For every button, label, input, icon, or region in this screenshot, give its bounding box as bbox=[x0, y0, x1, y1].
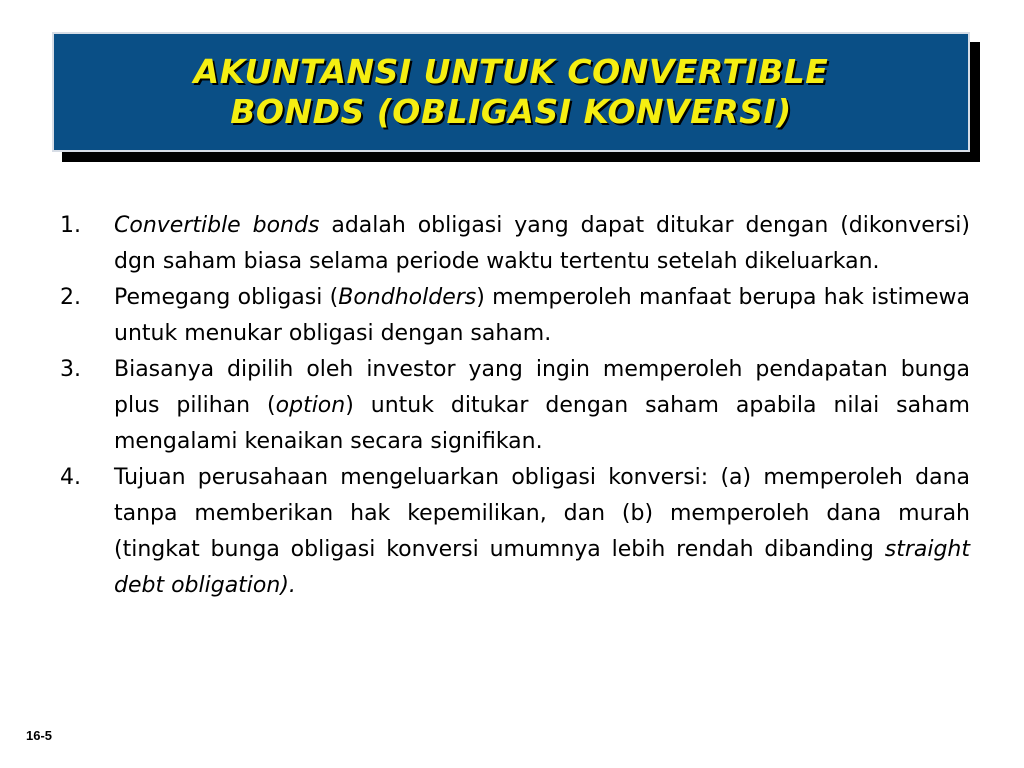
item-text bbox=[114, 352, 970, 460]
item-text bbox=[114, 460, 970, 604]
item-number: 2. bbox=[60, 285, 81, 310]
page-number: 16-5 bbox=[26, 728, 53, 743]
text-segment: straight debt obligation). bbox=[114, 537, 970, 598]
numbered-list bbox=[60, 208, 970, 604]
title-line-2: BONDS (OBLIGASI KONVERSI) bbox=[230, 92, 792, 131]
text-segment: Tujuan perusahaan mengeluarkan obligasi konversi: (a) memperoleh dana tanpa memberikan hak kepemilikan, dan (b) memperoleh dana murah (tingkat bunga obligasi konversi umumnya lebih rendah dibanding bbox=[114, 465, 970, 562]
list-item bbox=[60, 460, 970, 604]
text-segment: Biasanya dipilih oleh investor yang ingin memperoleh pendapatan bunga plus pilihan ( bbox=[114, 357, 970, 418]
title-line-1: AKUNTANSI UNTUK CONVERTIBLE bbox=[193, 52, 829, 91]
text-segment: Bondholders bbox=[338, 285, 477, 310]
text-segment: Convertible bonds bbox=[114, 213, 320, 238]
list-item bbox=[60, 352, 970, 460]
text-segment: Pemegang obligasi ( bbox=[114, 285, 339, 310]
item-number: 4. bbox=[60, 465, 81, 490]
item-text bbox=[114, 280, 970, 352]
item-number: 3. bbox=[60, 357, 81, 382]
text-segment: ) untuk ditukar dengan saham apabila nilai saham mengalami kenaikan secara signifikan. bbox=[114, 393, 970, 454]
list-item bbox=[60, 208, 970, 280]
item-text bbox=[114, 208, 970, 280]
text-segment: adalah obligasi yang dapat ditukar dengan (dikonversi) dgn saham biasa selama periode waktu tertentu setelah dikeluarkan. bbox=[114, 213, 970, 274]
item-number: 1. bbox=[60, 213, 81, 238]
title-box bbox=[52, 32, 970, 152]
text-segment: option bbox=[275, 393, 346, 418]
text-segment: ) memperoleh manfaat berupa hak istimewa untuk menukar obligasi dengan saham. bbox=[114, 285, 970, 346]
list-item bbox=[60, 280, 970, 352]
